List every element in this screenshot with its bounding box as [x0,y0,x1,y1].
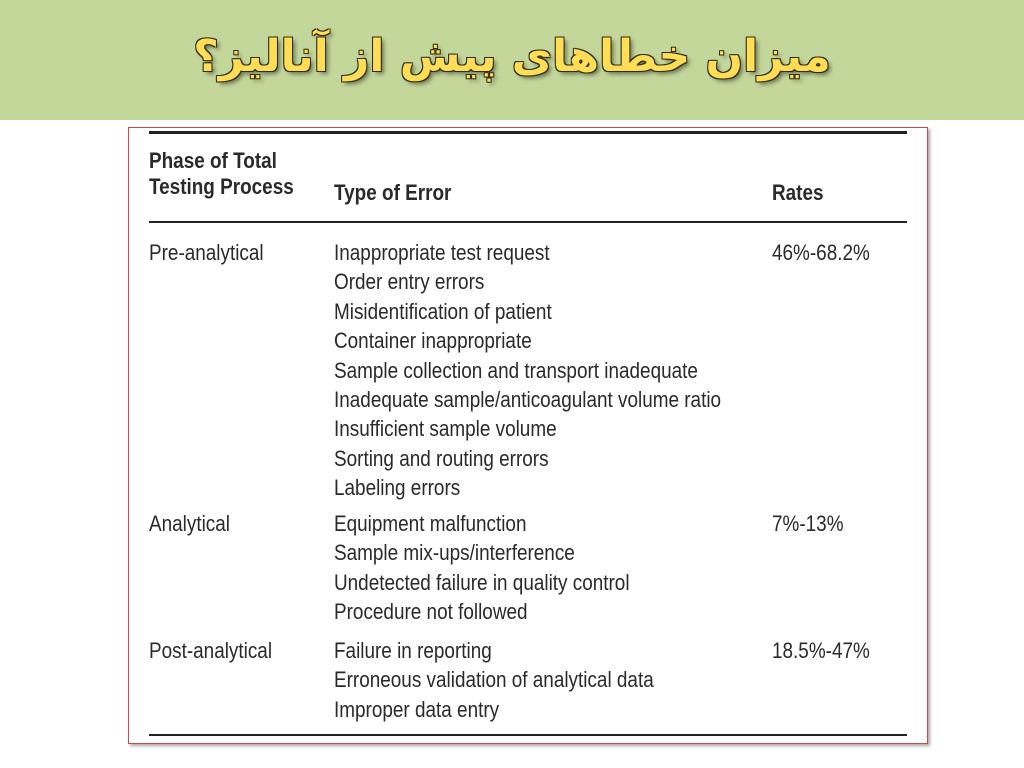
error-item: Sample mix-ups/interference [334,540,575,566]
row-rate-analytical: 7%-13% [772,511,844,536]
header-type: Type of Error [334,180,452,205]
error-item: Sample collection and transport inadequate [334,357,698,383]
header-phase-line1: Phase of Total [149,148,277,173]
error-item: Inappropriate test request [334,240,550,265]
table-header-rule [149,221,907,223]
row-errors-analytical [334,509,630,627]
table-top-rule [149,131,907,134]
error-item: Insufficient sample volume [334,416,557,442]
error-item: Procedure not followed [334,599,528,625]
row-errors-pre-analytical [334,238,721,503]
error-rates-table [128,127,928,744]
error-item: Undetected failure in quality control [334,569,630,595]
slide-title: میزان خطاهای پیش از آنالیز؟ [193,31,831,82]
error-item: Container inappropriate [334,328,532,354]
header-phase [149,148,294,200]
error-item: Erroneous validation of analytical data [334,667,654,693]
row-rate-pre-analytical: 46%-68.2% [772,240,870,265]
error-item: Equipment malfunction [334,511,527,536]
header-phase-line2: Testing Process [149,174,294,199]
error-item: Improper data entry [334,696,500,722]
title-bar [0,0,1024,120]
error-item: Misidentification of patient [334,298,552,324]
error-item: Sorting and routing errors [334,445,549,471]
row-rate-post-analytical: 18.5%-47% [772,638,870,663]
error-item: Order entry errors [334,269,485,295]
row-phase-pre-analytical: Pre-analytical [149,240,264,265]
row-errors-post-analytical [334,636,654,724]
error-item: Labeling errors [334,475,461,501]
error-item: Failure in reporting [334,638,492,663]
header-rates: Rates [772,180,824,205]
row-phase-analytical: Analytical [149,511,230,536]
error-item: Inadequate sample/anticoagulant volume ratio [334,386,722,412]
table-bottom-rule [149,734,907,736]
row-phase-post-analytical: Post-analytical [149,638,273,663]
